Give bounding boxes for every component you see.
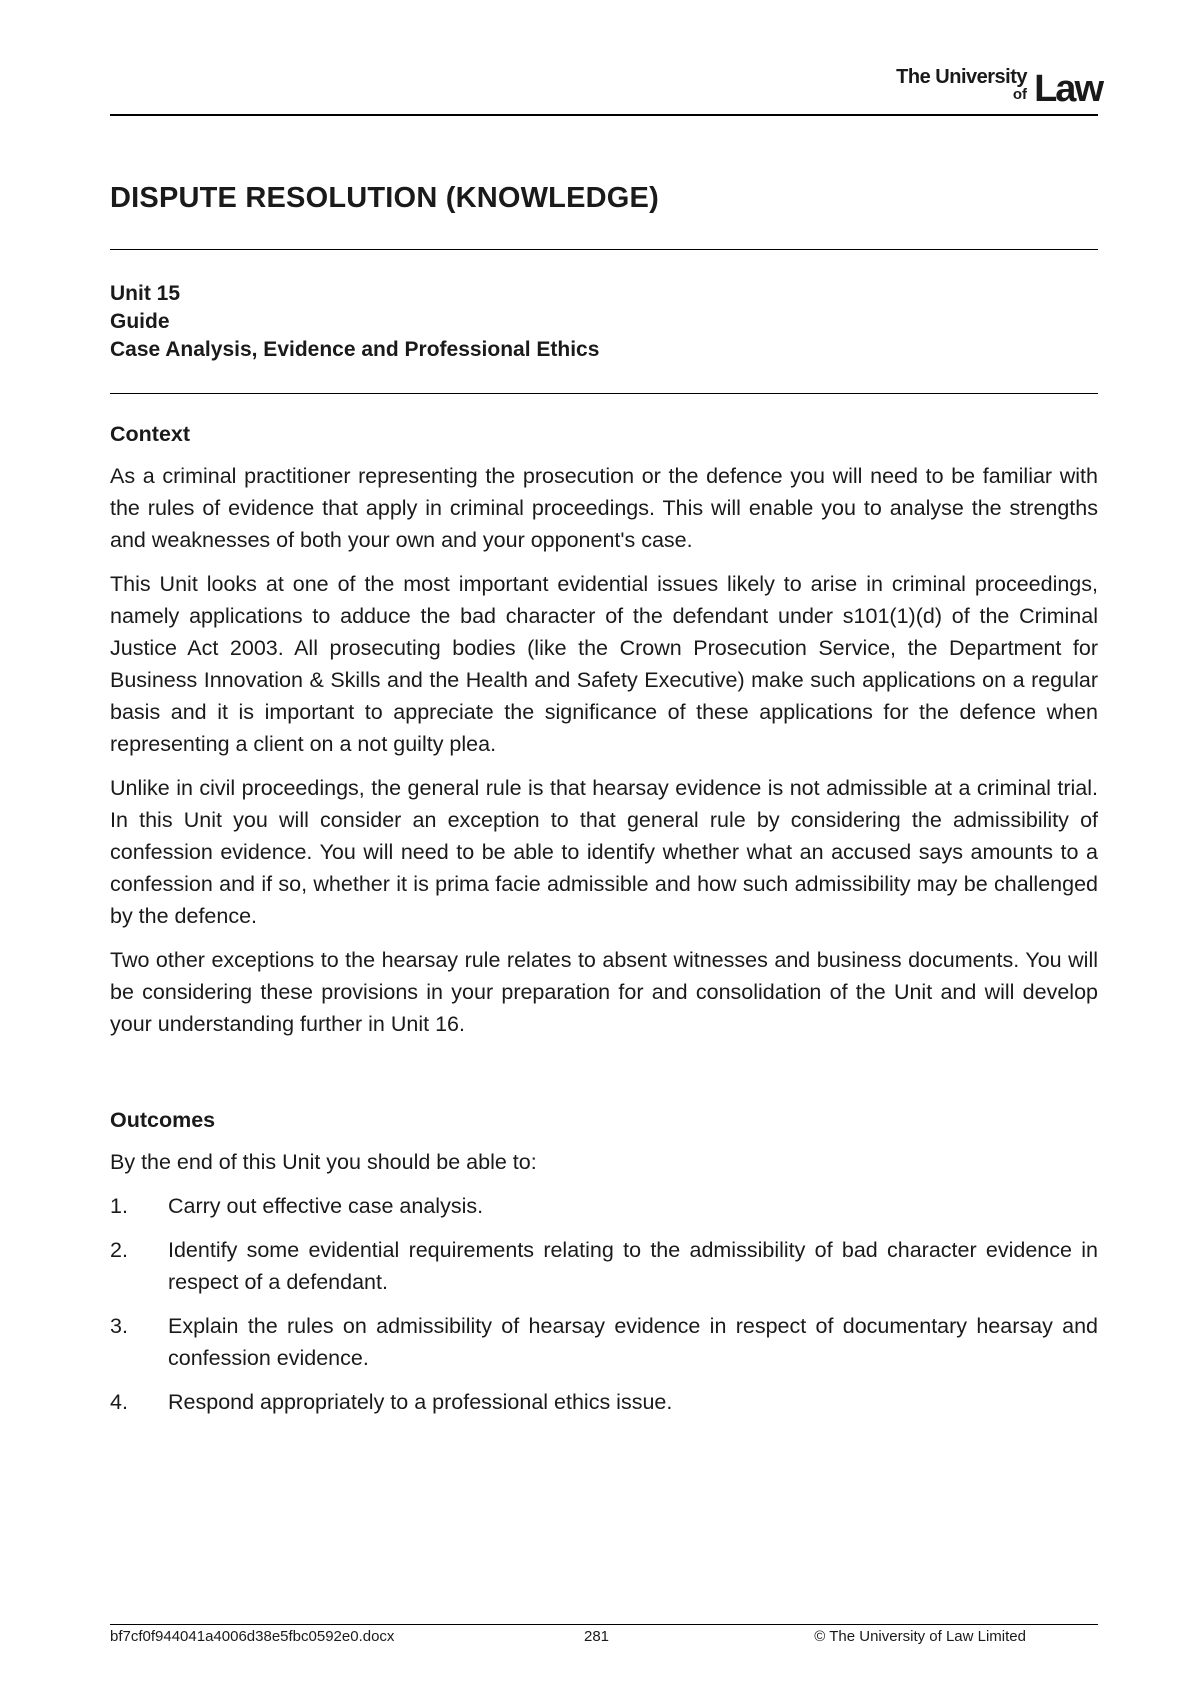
footer-filename: bf7cf0f944041a4006d38e5fbc0592e0.docx [110, 1628, 395, 1645]
list-item-text: Explain the rules on admissibility of hearsay evidence in respect of documentary hearsay and confession evidence. [168, 1314, 1098, 1370]
context-paragraph: As a criminal practitioner representing the prosecution or the defence you will need to be familiar with the rules of evidence that apply in criminal proceedings. This will enable you to analyse the strengths and weaknesses of both your own and your opponent's case. [110, 464, 1098, 552]
list-item-text: Carry out effective case analysis. [168, 1194, 484, 1218]
list-item-text: Respond appropriately to a professional ethics issue. [168, 1390, 673, 1414]
logo-line-1: The University [896, 66, 1027, 88]
footer-page-number: 281 [584, 1628, 610, 1645]
list-item-number: 3. [110, 1314, 128, 1338]
university-logo [882, 66, 1102, 110]
context-paragraph: Two other exceptions to the hearsay rule relates to absent witnesses and business documents. You will be considering these provisions in your preparation for and consolidation of the Unit and will develop your understanding further in Unit 16. [110, 948, 1098, 1036]
list-item [110, 1310, 1098, 1374]
list-item-number: 4. [110, 1390, 128, 1414]
outcomes-intro: By the end of this Unit you should be able to: [110, 1150, 537, 1174]
footer-rule [110, 1624, 1098, 1625]
context-paragraph: Unlike in civil proceedings, the general rule is that hearsay evidence is not admissible at a criminal trial. In this Unit you will consider an exception to that general rule by considering the admissibility of confession evidence. You will need to be able to identify whether what an accused says amounts to a confession and if so, whether it is prima facie admissible and how such admissibility may be challenged by the defence. [110, 776, 1098, 928]
list-item-number: 1. [110, 1194, 128, 1218]
page-title: DISPUTE RESOLUTION (KNOWLEDGE) [110, 182, 659, 214]
unit-meta [110, 280, 599, 364]
footer-copyright: © The University of Law Limited [814, 1628, 1026, 1645]
header-rule [110, 114, 1098, 116]
list-item [110, 1234, 1098, 1298]
logo-line-2: of [1012, 86, 1027, 103]
unit-type: Guide [110, 310, 170, 333]
outcomes-list [110, 1190, 1098, 1418]
list-item-number: 2. [110, 1238, 128, 1262]
list-item [110, 1190, 1098, 1222]
list-item-text: Identify some evidential requirements relating to the admissibility of bad character evidence in respect of a defendant. [168, 1238, 1098, 1294]
unit-subject: Case Analysis, Evidence and Professional Ethics [110, 338, 600, 361]
context-heading: Context [110, 422, 191, 446]
title-rule [110, 249, 1098, 250]
outcomes-heading: Outcomes [110, 1108, 216, 1132]
logo-line-3: Law [1034, 68, 1102, 110]
context-paragraph: This Unit looks at one of the most important evidential issues likely to arise in criminal proceedings, namely applications to adduce the bad character of the defendant under s101(1)(d) of the Criminal Justice Act 2003. All prosecuting bodies (like the Crown Prosecution Service, the Department for Business Innovation & Skills and the Health and Safety Executive) make such applications on a regular basis and it is important to appreciate the significance of these applications for the defence when representing a client on a not guilty plea. [110, 572, 1098, 756]
unit-number: Unit 15 [110, 282, 181, 305]
list-item [110, 1386, 1098, 1418]
meta-rule [110, 393, 1098, 394]
main-content [110, 418, 1098, 1430]
